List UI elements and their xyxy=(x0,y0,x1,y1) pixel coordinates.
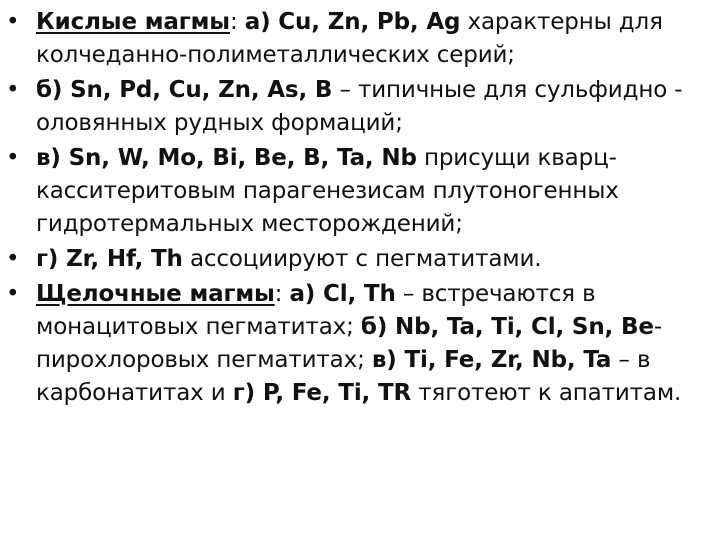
bullet-b xyxy=(6,74,714,140)
description-text-b: -пирохлоровых пегматитах; xyxy=(36,314,662,373)
bullet-icon: • xyxy=(6,9,20,35)
bullet-v xyxy=(6,142,714,241)
elements-group: г) Zr, Hf, Th xyxy=(36,246,183,272)
bullet-acid-magmas xyxy=(6,6,714,72)
bullet-list xyxy=(6,6,714,412)
elements-group-c: в) Ti, Fe, Zr, Nb, Ta xyxy=(371,347,612,373)
description-text: ассоциируют с пегматитами. xyxy=(182,246,542,272)
elements-group-a: а) Cl, Th xyxy=(289,281,396,307)
description-text: – типичные для сульфидно - оловянных рудных формаций; xyxy=(36,77,683,136)
description-text: характерны для колчеданно-полиметаллических серий; xyxy=(36,9,663,68)
bullet-icon: • xyxy=(6,281,20,307)
heading-colon: : xyxy=(274,281,290,307)
elements-group-d: г) P, Fe, Ti, TR xyxy=(232,380,412,406)
description-text-c: – в карбонатитах и xyxy=(36,347,651,406)
bullet-icon: • xyxy=(6,145,20,171)
elements-group-b: б) Nb, Ta, Ti, Cl, Sn, Be xyxy=(360,314,654,340)
description-text: присущи кварц-касситеритовым парагенезисам плутоногенных гидротермальных месторождений; xyxy=(36,145,619,237)
bullet-icon: • xyxy=(6,246,20,272)
bullet-g xyxy=(6,243,714,276)
elements-group: в) Sn, W, Mo, Bi, Be, B, Ta, Nb xyxy=(36,145,417,171)
bullet-alkaline-magmas xyxy=(6,278,714,410)
heading-colon: : xyxy=(229,9,245,35)
description-text-a: – встречаются в монацитовых пегматитах; xyxy=(36,281,596,340)
alkaline-magmas-heading: Щелочные магмы xyxy=(36,281,275,307)
elements-group: б) Sn, Pd, Cu, Zn, As, B xyxy=(36,77,333,103)
elements-group: а) Cu, Zn, Pb, Ag xyxy=(244,9,461,35)
bullet-icon: • xyxy=(6,77,20,103)
acid-magmas-heading: Кислые магмы xyxy=(36,9,230,35)
description-text-d: тяготеют к апатитам. xyxy=(411,380,682,406)
